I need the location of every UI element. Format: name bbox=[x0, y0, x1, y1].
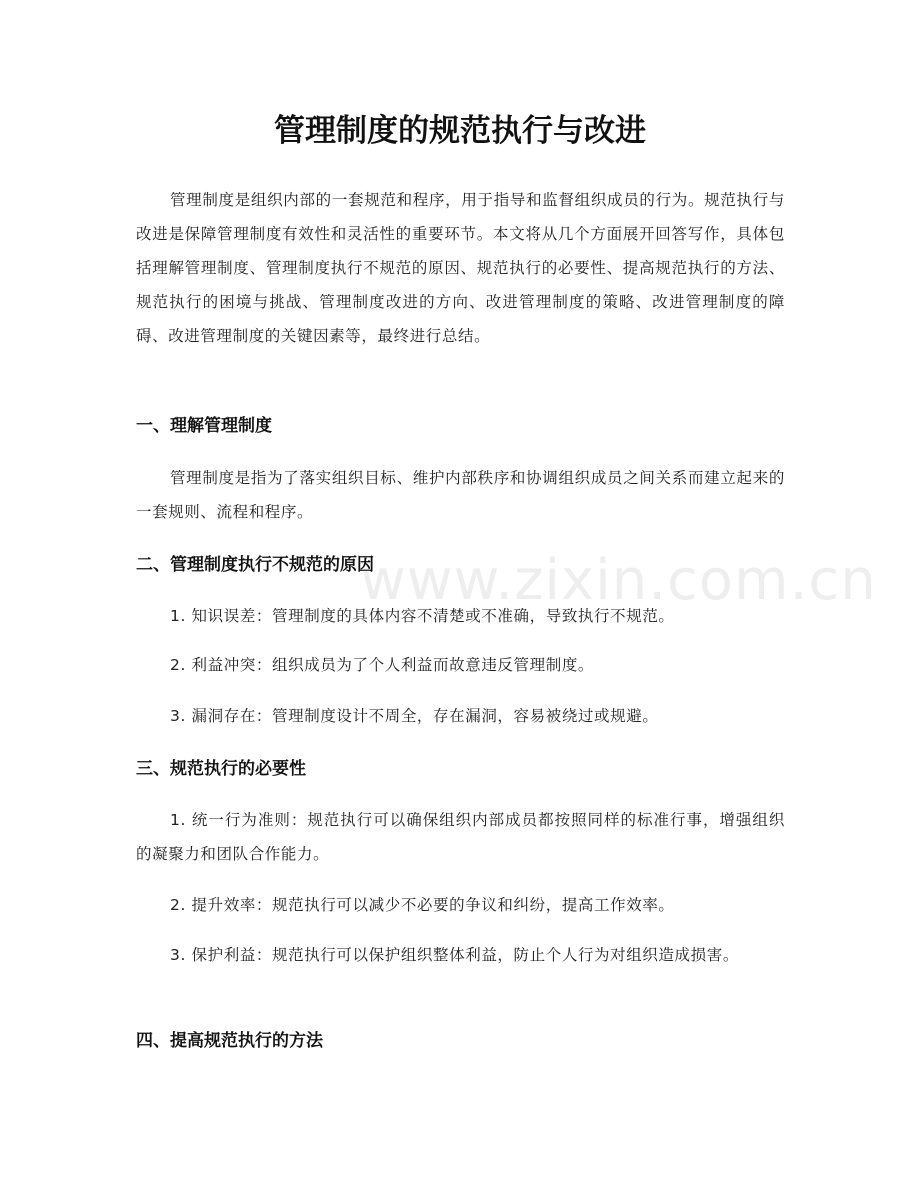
section-heading-4: 四、提高规范执行的方法 bbox=[136, 1031, 323, 1051]
watermark: www.zixin.com.cn bbox=[360, 548, 877, 613]
section-heading-3: 三、规范执行的必要性 bbox=[136, 759, 306, 779]
section-heading-2: 二、管理制度执行不规范的原因 bbox=[136, 555, 374, 575]
section-3-item-2: 2. 提升效率：规范执行可以减少不必要的争议和纠纷，提高工作效率。 bbox=[170, 896, 675, 914]
section-heading-1: 一、理解管理制度 bbox=[136, 416, 272, 436]
document-title: 管理制度的规范执行与改进 bbox=[274, 113, 646, 149]
section-1-paragraph-1: 管理制度是指为了落实组织目标、维护内部秩序和协调组织成员之间关系而建立起来的一套规则、流程和程序。 bbox=[136, 469, 785, 521]
section-2-item-2: 2. 利益冲突：组织成员为了个人利益而故意违反管理制度。 bbox=[170, 656, 595, 674]
section-3-item-1: 1. 统一行为准则：规范执行可以确保组织内部成员都按照同样的标准行事，增强组织的凝聚力和团队合作能力。 bbox=[136, 811, 785, 863]
section-2-item-3: 3. 漏洞存在：管理制度设计不周全，存在漏洞，容易被绕过或规避。 bbox=[170, 707, 659, 725]
section-3-item-3: 3. 保护利益：规范执行可以保护组织整体利益，防止个人行为对组织造成损害。 bbox=[170, 946, 739, 964]
section-2-item-1: 1. 知识误差：管理制度的具体内容不清楚或不准确，导致执行不规范。 bbox=[170, 607, 675, 625]
intro-paragraph: 管理制度是组织内部的一套规范和程序，用于指导和监督组织成员的行为。规范执行与改进是保障管理制度有效性和灵活性的重要环节。本文将从几个方面展开回答写作，具体包括理解管理制度、管理制度执行不规范的原因、规范执行的必要性、提高规范执行的方法、规范执行的困境与挑战、管理制度改进的方向、改进管理制度的策略、改进管理制度的障碍、改进管理制度的关键因素等，最终进行总结。 bbox=[136, 191, 785, 345]
